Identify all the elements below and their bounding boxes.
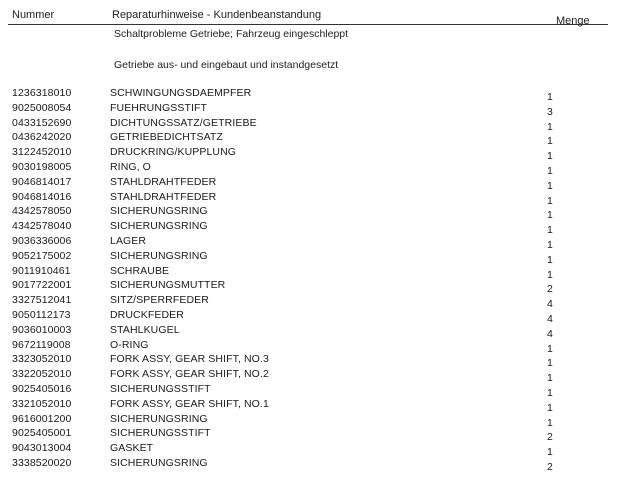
part-number: 1236318010 [12, 87, 72, 99]
table-row [0, 205, 619, 220]
part-number: 4342578040 [12, 220, 72, 233]
part-quantity: 1 [547, 209, 553, 222]
part-quantity: 1 [547, 164, 553, 177]
table-row [0, 294, 619, 309]
part-description: SICHERUNGSRING [110, 205, 208, 218]
part-number: 3322052010 [12, 368, 72, 381]
part-description: FORK ASSY, GEAR SHIFT, NO.1 [110, 397, 269, 410]
part-quantity: 1 [547, 268, 553, 281]
table-row [0, 339, 619, 354]
table-row [0, 191, 619, 206]
table-row [0, 87, 619, 102]
part-quantity: 2 [547, 460, 553, 473]
part-quantity: 1 [547, 357, 553, 370]
part-description: STAHLKUGEL [110, 323, 180, 336]
table-row [0, 117, 619, 132]
table-row [0, 161, 619, 176]
part-quantity: 1 [547, 386, 553, 399]
part-description: DRUCKRING/KUPPLUNG [110, 146, 237, 159]
part-number: 9616001200 [12, 412, 72, 425]
part-quantity: 3 [547, 105, 553, 118]
part-number: 9017722001 [12, 279, 72, 292]
part-number: 9046814017 [12, 175, 72, 188]
table-row [0, 457, 619, 472]
part-quantity: 1 [547, 446, 553, 459]
part-number: 9025008054 [12, 101, 72, 114]
part-description: GASKET [110, 442, 154, 455]
header-divider [8, 24, 608, 25]
table-row [0, 250, 619, 265]
repair-note: Getriebe aus- und eingebaut und instandgesetzt [114, 59, 339, 71]
part-description: SCHRAUBE [110, 264, 170, 277]
table-row [0, 383, 619, 398]
part-number: 9025405016 [12, 382, 72, 395]
part-description: STAHLDRAHTFEDER [110, 190, 217, 203]
part-number: 0433152690 [12, 116, 72, 129]
part-description: SICHERUNGSRING [110, 412, 208, 425]
part-description: DICHTUNGSSATZ/GETRIEBE [110, 116, 257, 129]
part-quantity: 4 [547, 327, 553, 340]
table-row [0, 220, 619, 235]
table-row [0, 324, 619, 339]
part-quantity: 1 [547, 342, 553, 355]
part-number: 3323052010 [12, 353, 72, 366]
table-row [0, 398, 619, 413]
part-number: 3327512041 [12, 294, 72, 307]
header-quantity: Menge [556, 15, 590, 27]
part-quantity: 1 [547, 416, 553, 429]
part-quantity: 1 [547, 401, 553, 414]
parts-list [0, 87, 619, 472]
part-description: SICHERUNGSRING [110, 249, 208, 262]
table-row [0, 427, 619, 442]
part-quantity: 1 [547, 224, 553, 237]
complaint-note: Schaltprobleme Getriebe; Fahrzeug eingeschleppt [114, 28, 349, 40]
part-quantity: 1 [547, 179, 553, 192]
table-row [0, 413, 619, 428]
part-number: 9672119008 [12, 338, 71, 351]
table-row [0, 146, 619, 161]
part-number: 3321052010 [12, 397, 72, 410]
part-description: SICHERUNGSRING [110, 456, 208, 469]
table-row [0, 353, 619, 368]
part-description: FORK ASSY, GEAR SHIFT, NO.2 [110, 368, 269, 381]
part-number: 9046814016 [12, 190, 72, 203]
part-description: DRUCKFEDER [110, 308, 184, 321]
part-quantity: 1 [547, 238, 553, 251]
part-quantity: 1 [547, 120, 553, 133]
part-description: GETRIEBEDICHTSATZ [110, 131, 223, 144]
part-description: SCHWINGUNGSDAEMPFER [110, 87, 252, 99]
part-quantity: 1 [547, 91, 553, 103]
part-quantity: 1 [547, 194, 553, 207]
table-row [0, 176, 619, 191]
part-description: FORK ASSY, GEAR SHIFT, NO.3 [110, 353, 269, 366]
table-row [0, 279, 619, 294]
part-quantity: 1 [547, 150, 553, 163]
header-number: Nummer [12, 9, 55, 21]
part-number: 9025405001 [12, 427, 72, 440]
part-description: SITZ/SPERRFEDER [110, 294, 209, 307]
part-quantity: 2 [547, 431, 553, 444]
part-quantity: 2 [547, 283, 553, 296]
part-quantity: 1 [547, 372, 553, 385]
table-row [0, 442, 619, 457]
part-description: SICHERUNGSSTIFT [110, 382, 211, 395]
part-number: 9011910461 [12, 264, 71, 277]
part-description: LAGER [110, 234, 147, 247]
table-row [0, 368, 619, 383]
part-number: 3122452010 [12, 146, 72, 159]
table-row [0, 102, 619, 117]
part-number: 9050112173 [12, 308, 71, 321]
part-quantity: 1 [547, 135, 553, 148]
table-row [0, 131, 619, 146]
part-quantity: 4 [547, 298, 553, 311]
part-number: 9036010003 [12, 323, 72, 336]
part-number: 9036336006 [12, 234, 72, 247]
part-quantity: 1 [547, 253, 553, 266]
part-description: FUEHRUNGSSTIFT [110, 101, 208, 114]
table-row [0, 235, 619, 250]
table-row [0, 265, 619, 280]
header-description: Reparaturhinweise - Kundenbeanstandung [112, 9, 322, 21]
part-description: SICHERUNGSRING [110, 220, 208, 233]
part-number: 4342578050 [12, 205, 72, 218]
part-quantity: 4 [547, 312, 553, 325]
part-number: 9030198005 [12, 160, 72, 173]
part-description: SICHERUNGSSTIFT [110, 427, 211, 440]
table-row [0, 309, 619, 324]
part-description: STAHLDRAHTFEDER [110, 175, 217, 188]
part-description: O-RING [110, 338, 149, 351]
part-number: 9052175002 [12, 249, 72, 262]
part-description: RING, O [110, 160, 151, 173]
part-description: SICHERUNGSMUTTER [110, 279, 226, 292]
part-number: 9043013004 [12, 442, 72, 455]
part-number: 0436242020 [12, 131, 72, 144]
part-number: 3338520020 [12, 456, 72, 469]
